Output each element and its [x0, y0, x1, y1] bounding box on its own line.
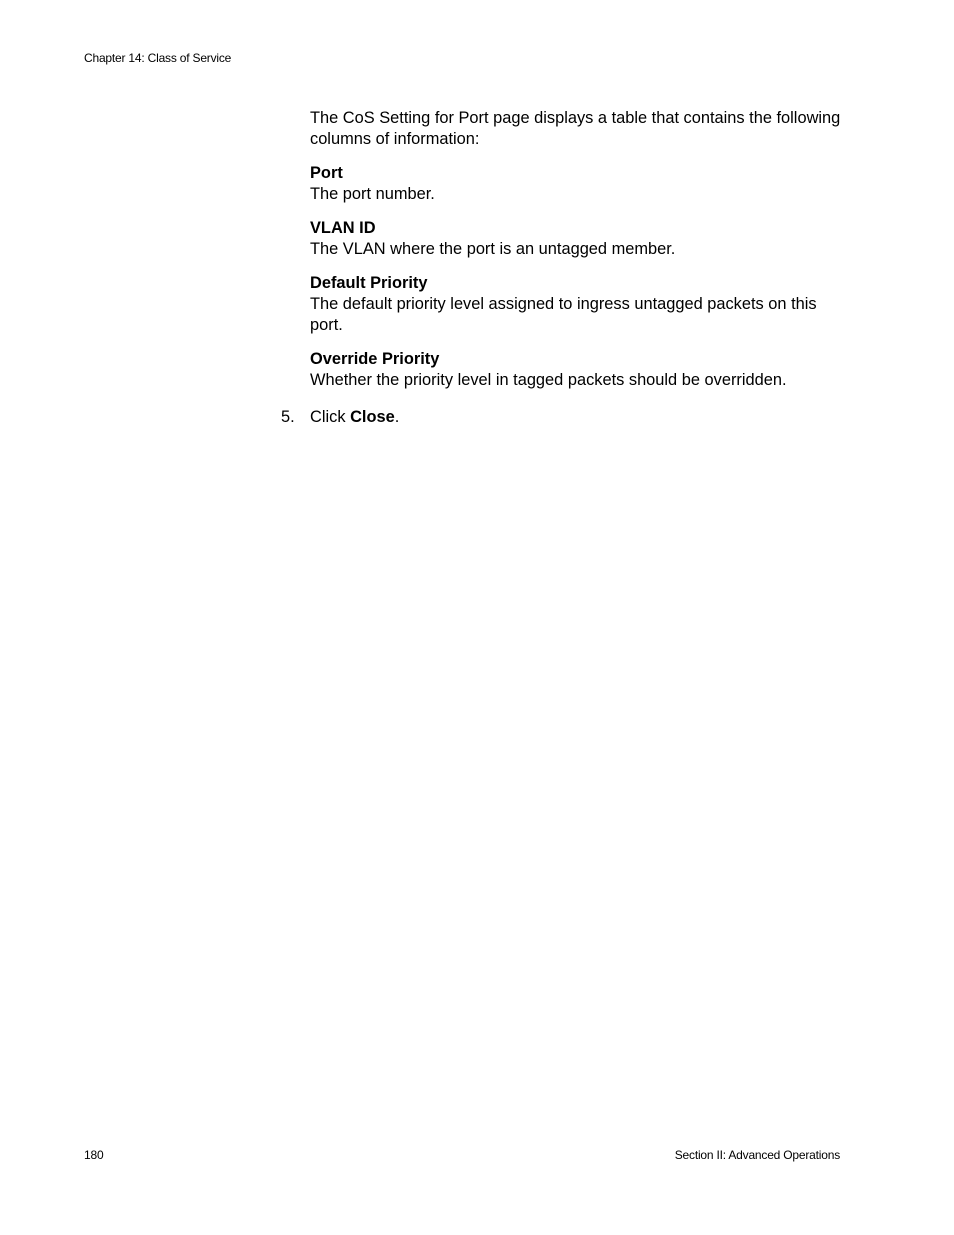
step-action: Close	[350, 408, 395, 426]
term-title: VLAN ID	[310, 219, 376, 237]
term-definition: The port number.	[310, 185, 435, 203]
intro-paragraph: The CoS Setting for Port page displays a table that contains the following columns of information:	[310, 109, 841, 148]
term-block-port	[310, 163, 850, 205]
term-title: Override Priority	[310, 350, 440, 368]
term-block-vlan-id	[310, 218, 850, 260]
term-title: Default Priority	[310, 274, 428, 292]
page-content	[281, 108, 850, 428]
page-number: 180	[84, 1148, 104, 1162]
step-suffix: .	[394, 408, 400, 426]
term-title: Port	[310, 164, 343, 182]
running-header: Chapter 14: Class of Service	[84, 51, 232, 65]
term-definition: The default priority level assigned to ingress untagged packets on this port.	[310, 295, 817, 334]
step-prefix: Click	[310, 408, 351, 426]
step-close	[281, 407, 850, 428]
term-block-override-priority	[310, 349, 850, 391]
step-number: 5.	[281, 408, 295, 426]
term-definition: Whether the priority level in tagged packets should be overridden.	[310, 371, 787, 389]
term-block-default-priority	[310, 273, 850, 336]
running-footer: Section II: Advanced Operations	[674, 1148, 840, 1162]
term-definition: The VLAN where the port is an untagged member.	[310, 240, 676, 258]
